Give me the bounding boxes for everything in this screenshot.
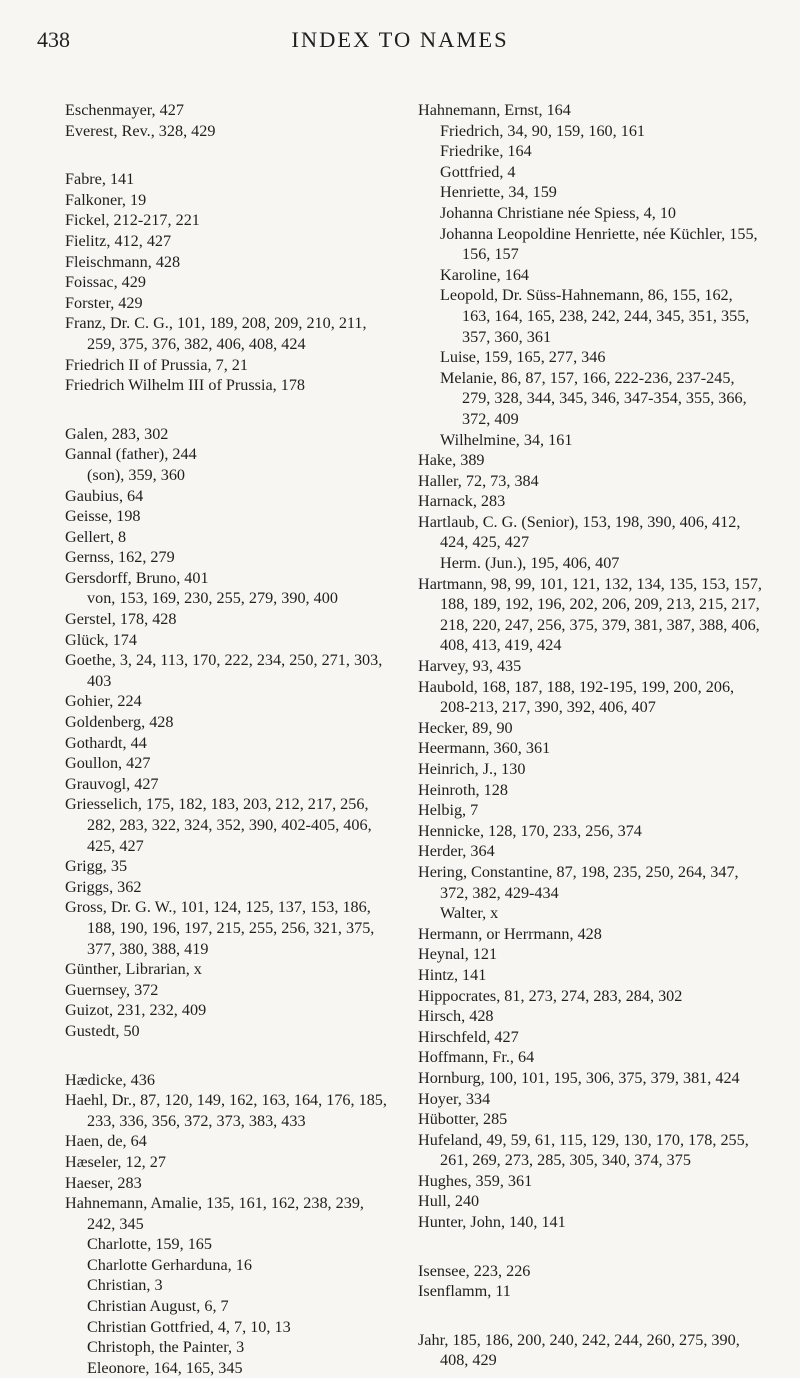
index-entry: Harvey, 93, 435 bbox=[418, 657, 522, 676]
index-entry: Hartmann, 98, 99, 101, 121, 132, 134, 135, 153, 157, 188, 189, 192, 196, 202, 206, 209, 213, 215, 217, 218, 220, 247, 256, 375, 379, 381, 387, 388, 406, 408, 413, 419, 424 bbox=[418, 574, 762, 655]
index-entry: Hake, 389 bbox=[418, 451, 485, 470]
index-entry: Günther, Librarian, x bbox=[65, 960, 202, 979]
index-subentry: Wilhelmine, 34, 161 bbox=[440, 430, 573, 449]
index-entry: Haen, de, 64 bbox=[65, 1132, 147, 1151]
index-entry: Griesselich, 175, 182, 183, 203, 212, 217, 256, 282, 283, 322, 324, 352, 390, 402-405, 406, 425, 427 bbox=[65, 795, 372, 855]
page-header bbox=[0, 22, 800, 58]
index-entry: Helbig, 7 bbox=[418, 801, 479, 820]
index-subentry: Walter, x bbox=[440, 904, 499, 923]
index-entry: Heinrich, J., 130 bbox=[418, 760, 526, 778]
index-entry: Friedrich Wilhelm III of Prussia, 178 bbox=[65, 376, 306, 395]
index-entry: Fabre, 141 bbox=[65, 170, 135, 189]
index-entry: Herder, 364 bbox=[418, 842, 495, 861]
index-entry: Hoyer, 334 bbox=[418, 1089, 491, 1108]
index-entry: Goullon, 427 bbox=[65, 754, 151, 773]
index-entry: Everest, Rev., 328, 429 bbox=[65, 121, 216, 140]
index-column-left bbox=[65, 100, 395, 1378]
index-entry: Hering, Constantine, 87, 198, 235, 250, 264, 347, 372, 382, 429-434 bbox=[418, 862, 739, 902]
index-entry: Hermann, or Herrmann, 428 bbox=[418, 924, 602, 943]
index-entry: Goldenberg, 428 bbox=[65, 713, 174, 732]
index-entry: Glück, 174 bbox=[65, 630, 137, 649]
index-entry: Hartlaub, C. G. (Senior), 153, 198, 390, 406, 412, 424, 425, 427 bbox=[418, 512, 741, 552]
index-subentry: Johanna Leopoldine Henriette, née Küchler, 155, 156, 157 bbox=[440, 224, 758, 264]
index-subentry: Gottfried, 4 bbox=[440, 162, 516, 181]
index-entry: Hirsch, 428 bbox=[418, 1007, 494, 1026]
index-subentry: Christoph, the Painter, 3 bbox=[87, 1338, 245, 1357]
index-entry: Haller, 72, 73, 384 bbox=[418, 471, 539, 490]
index-entry: Isenflamm, 11 bbox=[418, 1282, 511, 1301]
index-letter-group bbox=[418, 100, 763, 1233]
index-letter-group bbox=[65, 169, 395, 396]
index-letter-group bbox=[65, 1070, 395, 1378]
index-entry: Foissac, 429 bbox=[65, 273, 146, 292]
index-entry: Hippocrates, 81, 273, 274, 283, 284, 302 bbox=[418, 986, 683, 1005]
index-entry: Gross, Dr. G. W., 101, 124, 125, 137, 153, 186, 188, 190, 196, 197, 215, 255, 256, 321, 375, 377, 380, 388, 419 bbox=[65, 898, 375, 958]
index-subentry: Christian, 3 bbox=[87, 1276, 163, 1295]
index-entry: Hübotter, 285 bbox=[418, 1110, 508, 1129]
index-subentry: (son), 359, 360 bbox=[87, 465, 186, 484]
index-entry: Hunter, John, 140, 141 bbox=[418, 1213, 566, 1232]
index-subentry: Henriette, 34, 159 bbox=[440, 183, 557, 202]
index-subentry: Friedrich, 34, 90, 159, 160, 161 bbox=[440, 121, 646, 140]
index-letter-group bbox=[418, 1330, 763, 1371]
index-entry: Gerstel, 178, 428 bbox=[65, 610, 177, 629]
index-entry: Friedrich II of Prussia, 7, 21 bbox=[65, 355, 248, 374]
index-entry: Guernsey, 372 bbox=[65, 980, 159, 999]
index-entry: Haehl, Dr., 87, 120, 149, 162, 163, 164, 176, 185, 233, 336, 356, 372, 373, 383, 433 bbox=[65, 1091, 387, 1130]
index-entry: Gustedt, 50 bbox=[65, 1021, 140, 1040]
index-subentry: von, 153, 169, 230, 255, 279, 390, 400 bbox=[87, 589, 338, 608]
index-entry: Hoffmann, Fr., 64 bbox=[418, 1048, 535, 1067]
index-subentry: Luise, 159, 165, 277, 346 bbox=[440, 348, 606, 367]
index-entry: Haubold, 168, 187, 188, 192-195, 199, 200, 206, 208-213, 217, 390, 392, 406, 407 bbox=[418, 677, 735, 717]
index-entry: Hæseler, 12, 27 bbox=[65, 1152, 166, 1171]
index-letter-group bbox=[65, 424, 395, 1042]
index-entry: Haeser, 283 bbox=[65, 1173, 142, 1192]
index-entry: Gohier, 224 bbox=[65, 692, 142, 711]
index-subentry: Christian Gottfried, 4, 7, 10, 13 bbox=[87, 1317, 291, 1336]
index-entry: Hahnemann, Ernst, 164 bbox=[418, 101, 571, 119]
index-letter-group bbox=[418, 1261, 763, 1302]
index-entry: Jahr, 185, 186, 200, 240, 242, 244, 260, 275, 390, 408, 429 bbox=[418, 1330, 740, 1370]
index-entry: Gothardt, 44 bbox=[65, 733, 147, 752]
page-number: 438 bbox=[37, 27, 70, 52]
index-entry: Gersdorff, Bruno, 401 bbox=[65, 568, 209, 587]
index-entry: Heynal, 121 bbox=[418, 945, 498, 964]
index-subentry: Charlotte, 159, 165 bbox=[87, 1235, 212, 1254]
index-entry: Hornburg, 100, 101, 195, 306, 375, 379, 381, 424 bbox=[418, 1068, 740, 1087]
index-entry: Franz, Dr. C. G., 101, 189, 208, 209, 210, 211, 259, 375, 376, 382, 406, 408, 424 bbox=[65, 314, 367, 353]
index-subentry: Friedrike, 164 bbox=[440, 142, 532, 161]
index-subentry: Karoline, 164 bbox=[440, 265, 530, 284]
index-entry: Forster, 429 bbox=[65, 293, 143, 312]
index-entry: Hintz, 141 bbox=[418, 965, 487, 984]
index-entry: Gernss, 162, 279 bbox=[65, 548, 175, 567]
index-entry: Hull, 240 bbox=[418, 1192, 480, 1211]
index-entry: Hecker, 89, 90 bbox=[418, 718, 513, 737]
index-entry: Fickel, 212-217, 221 bbox=[65, 211, 200, 230]
index-entry: Hufeland, 49, 59, 61, 115, 129, 130, 170, 178, 255, 261, 269, 273, 285, 305, 340, 374, 375 bbox=[418, 1130, 749, 1170]
index-column-right bbox=[418, 100, 763, 1371]
index-entry: Hirschfeld, 427 bbox=[418, 1027, 519, 1046]
index-subentry: Leopold, Dr. Süss-Hahnemann, 86, 155, 162, 163, 164, 165, 238, 242, 244, 345, 351, 355, 357, 360, 361 bbox=[440, 286, 750, 346]
index-subentry: Johanna Christiane née Spiess, 4, 10 bbox=[440, 203, 677, 222]
index-entry: Gaubius, 64 bbox=[65, 486, 144, 505]
index-entry: Isensee, 223, 226 bbox=[418, 1261, 531, 1280]
index-entry: Gellert, 8 bbox=[65, 527, 127, 546]
index-subentry: Herm. (Jun.), 195, 406, 407 bbox=[440, 554, 620, 573]
index-entry: Eschenmayer, 427 bbox=[65, 101, 184, 119]
index-entry: Goethe, 3, 24, 113, 170, 222, 234, 250, 271, 303, 403 bbox=[65, 651, 383, 690]
index-entry: Gannal (father), 244 bbox=[65, 445, 197, 464]
index-entry: Guizot, 231, 232, 409 bbox=[65, 1001, 207, 1020]
index-entry: Falkoner, 19 bbox=[65, 190, 147, 209]
index-subentry: Eleonore, 164, 165, 345 bbox=[87, 1358, 243, 1377]
index-subentry: Melanie, 86, 87, 157, 166, 222-236, 237-245, 279, 328, 344, 345, 346, 347-354, 355, 366, 372, 409 bbox=[440, 368, 747, 428]
index-entry: Galen, 283, 302 bbox=[65, 424, 169, 443]
index-entry: Heinroth, 128 bbox=[418, 780, 508, 799]
index-entry: Hædicke, 436 bbox=[65, 1070, 155, 1089]
index-entry: Harnack, 283 bbox=[418, 492, 506, 511]
index-entry: Fleischmann, 428 bbox=[65, 252, 181, 271]
index-entry: Grigg, 35 bbox=[65, 857, 128, 876]
page-title: INDEX TO NAMES bbox=[291, 27, 509, 52]
index-entry: Hennicke, 128, 170, 233, 256, 374 bbox=[418, 821, 642, 840]
index-subentry: Christian August, 6, 7 bbox=[87, 1297, 229, 1316]
index-entry: Griggs, 362 bbox=[65, 877, 142, 896]
index-entry: Heermann, 360, 361 bbox=[418, 739, 551, 758]
index-entry: Fielitz, 412, 427 bbox=[65, 231, 172, 250]
index-letter-group bbox=[65, 100, 395, 141]
index-entry: Geisse, 198 bbox=[65, 507, 141, 526]
index-entry: Hughes, 359, 361 bbox=[418, 1171, 533, 1190]
index-entry: Grauvogl, 427 bbox=[65, 774, 159, 793]
index-subentry: Charlotte Gerharduna, 16 bbox=[87, 1255, 252, 1274]
index-entry: Hahnemann, Amalie, 135, 161, 162, 238, 239, 242, 345 bbox=[65, 1194, 364, 1233]
